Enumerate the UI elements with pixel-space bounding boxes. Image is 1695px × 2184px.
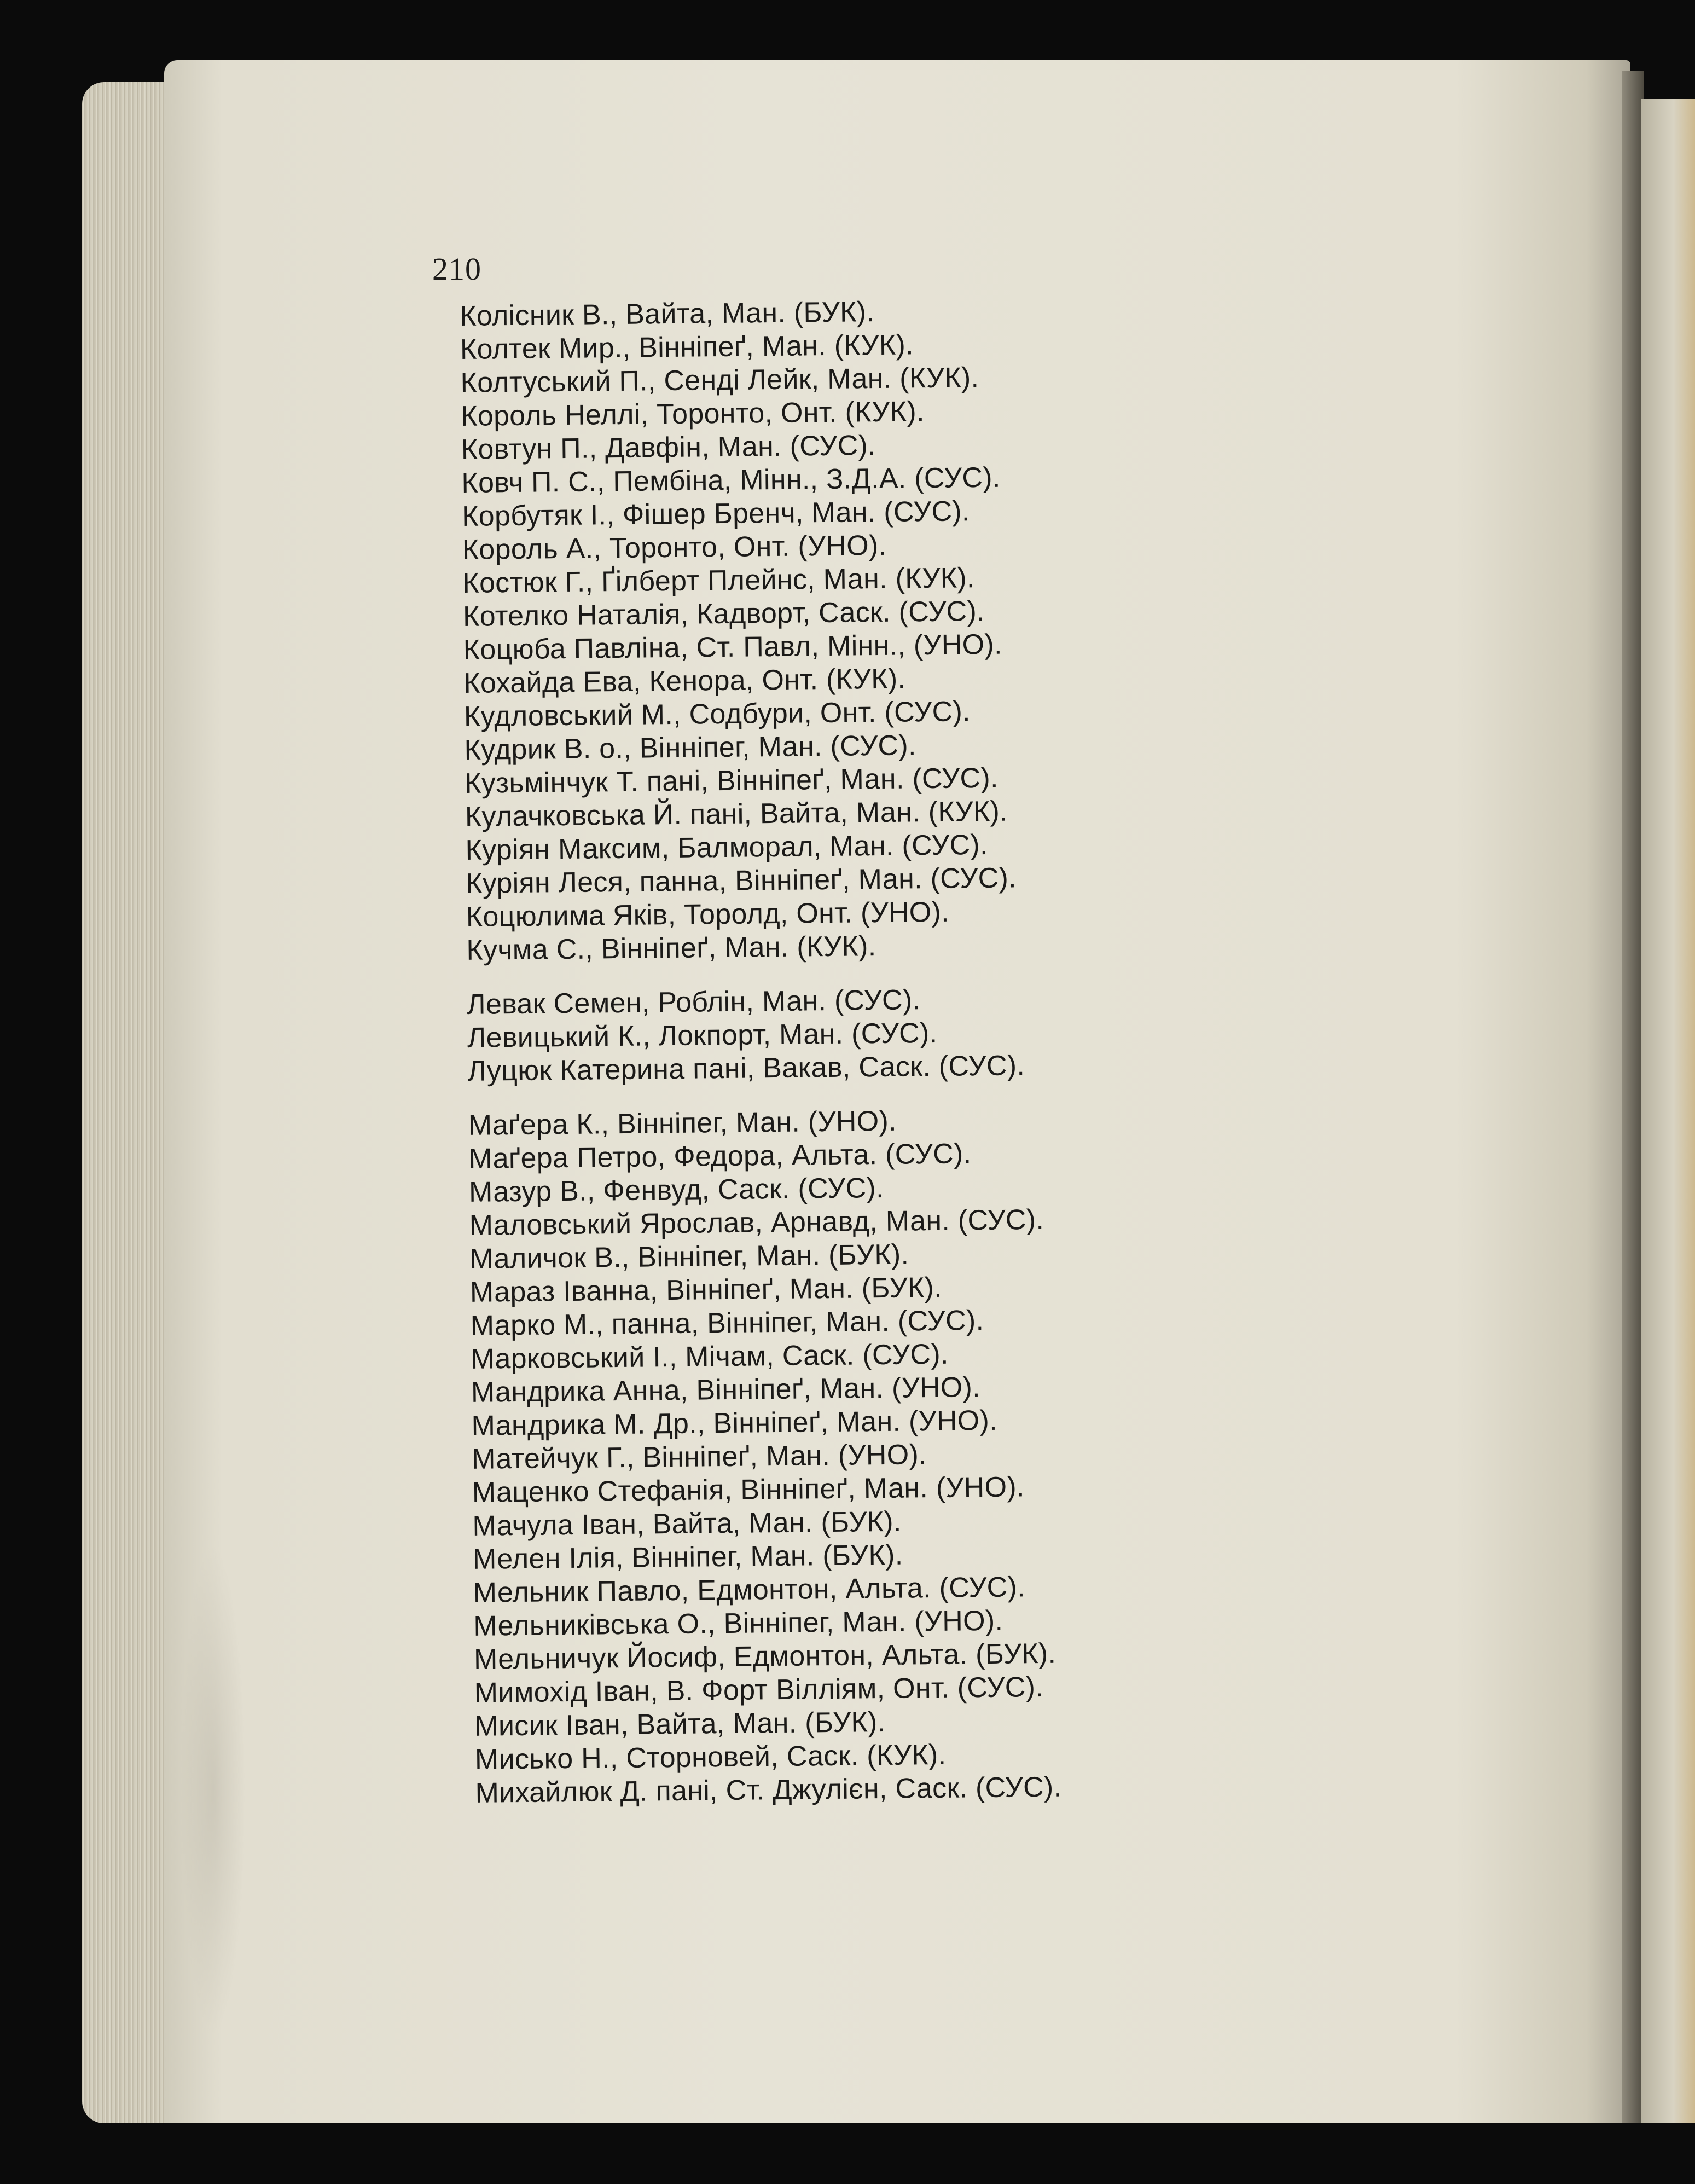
list-entry: Левицький К., Локпорт, Ман. (СУС).: [467, 1017, 938, 1054]
name-list: [460, 288, 1570, 1810]
facing-page-edge: [1641, 99, 1695, 2123]
list-entry: Куріян Максим, Балморал, Ман. (СУС).: [465, 829, 989, 866]
list-entry: Мандрика Анна, Вінніпеґ, Ман. (УНО).: [471, 1371, 981, 1409]
list-entry: Михайлюк Д. пані, Ст. Джулієн, Саск. (СУС).: [475, 1771, 1062, 1809]
list-entry: Кузьмінчук Т. пані, Вінніпеґ, Ман. (СУС).: [464, 762, 999, 800]
list-entry: Коцюлима Яків, Торолд, Онт. (УНО).: [466, 896, 950, 933]
list-entry: Костюк Г., Ґілберт Плейнс, Ман. (КУК).: [462, 562, 975, 599]
book-gutter: [1622, 71, 1644, 2123]
list-entry: Колтуський П., Сенді Лейк, Ман. (КУК).: [460, 362, 979, 399]
list-entry: Марко М., панна, Вінніпег, Ман. (СУС).: [470, 1305, 984, 1342]
list-entry: Коцюба Павліна, Ст. Павл, Мінн., (УНО).: [463, 628, 1002, 666]
list-entry: Кудрик В. о., Вінніпег, Ман. (СУС).: [464, 729, 917, 766]
list-entry: Колтек Мир., Вінніпеґ, Ман. (КУК).: [460, 329, 914, 366]
list-entry: Мисько Н., Сторновей, Саск. (КУК).: [474, 1739, 947, 1776]
list-entry: Мимохід Іван, В. Форт Вілліям, Онт. (СУС).: [474, 1671, 1044, 1709]
list-entry: Кучма С., Вінніпеґ, Ман. (КУК).: [466, 930, 876, 966]
list-entry: Маценко Стефанія, Вінніпеґ, Ман. (УНО).: [472, 1471, 1025, 1509]
list-entry: Котелко Наталія, Кадворт, Саск. (СУС).: [462, 595, 985, 633]
list-entry: Маловський Ярослав, Арнавд, Ман. (СУС).: [469, 1203, 1044, 1242]
list-entry: Маличок В., Вінніпег, Ман. (БУК).: [469, 1238, 909, 1275]
list-entry: Кудловський М., Содбури, Онт. (СУС).: [463, 696, 971, 733]
list-entry: Ковтун П., Давфін, Ман. (СУС).: [461, 430, 876, 466]
list-entry: Мазур В., Фенвуд, Саск. (СУС).: [468, 1172, 885, 1208]
list-entry: Мачула Іван, Вайта, Ман. (БУК).: [472, 1505, 902, 1542]
list-entry: Матейчук Г., Вінніпеґ, Ман. (УНО).: [471, 1439, 927, 1475]
list-entry: Мельник Павло, Едмонтон, Альта. (СУС).: [473, 1571, 1026, 1609]
page-number: 210: [432, 251, 481, 287]
list-entry: Мельниківська О., Вінніпег, Ман. (УНО).: [473, 1604, 1003, 1642]
list-entry: Кулачковська Й. пані, Вайта, Ман. (КУК).: [465, 795, 1008, 833]
list-entry: Король Неллі, Торонто, Онт. (КУК).: [460, 396, 925, 432]
list-entry: Мараз Іванна, Вінніпеґ, Ман. (БУК).: [469, 1271, 943, 1308]
paper-stain: [181, 1543, 246, 2036]
list-entry: Корбутяк І., Фішер Бренч, Ман. (СУС).: [461, 495, 970, 532]
list-entry: Марковський І., Мічам, Саск. (СУС).: [470, 1338, 949, 1375]
list-entry: Колісник В., Вайта, Ман. (БУК).: [460, 296, 875, 332]
list-entry: Луцюк Катерина пані, Вакав, Саск. (СУС).: [467, 1050, 1025, 1087]
list-entry: Маґера К., Вінніпег, Ман. (УНО).: [468, 1105, 897, 1142]
list-entry: Куріян Леся, панна, Вінніпеґ, Ман. (СУС).: [465, 862, 1017, 900]
list-entry: Мисик Іван, Вайта, Ман. (БУК).: [474, 1706, 886, 1742]
list-entry: Мелен Ілія, Вінніпег, Ман. (БУК).: [472, 1539, 903, 1575]
list-entry: Маґера Петро, Федора, Альта. (СУС).: [468, 1138, 972, 1175]
list-entry: Мандрика М. Др., Вінніпеґ, Ман. (УНО).: [471, 1404, 998, 1442]
list-entry: Кохайда Ева, Кенора, Онт. (КУК).: [463, 663, 906, 699]
list-entry: Мельничук Йосиф, Едмонтон, Альта. (БУК).: [473, 1637, 1057, 1676]
list-entry: Король А., Торонто, Онт. (УНО).: [462, 529, 887, 566]
list-entry: Ковч П. С., Пембіна, Мінн., З.Д.А. (СУС).: [461, 461, 1001, 499]
list-entry: Левак Семен, Роблін, Ман. (СУС).: [467, 984, 921, 1021]
